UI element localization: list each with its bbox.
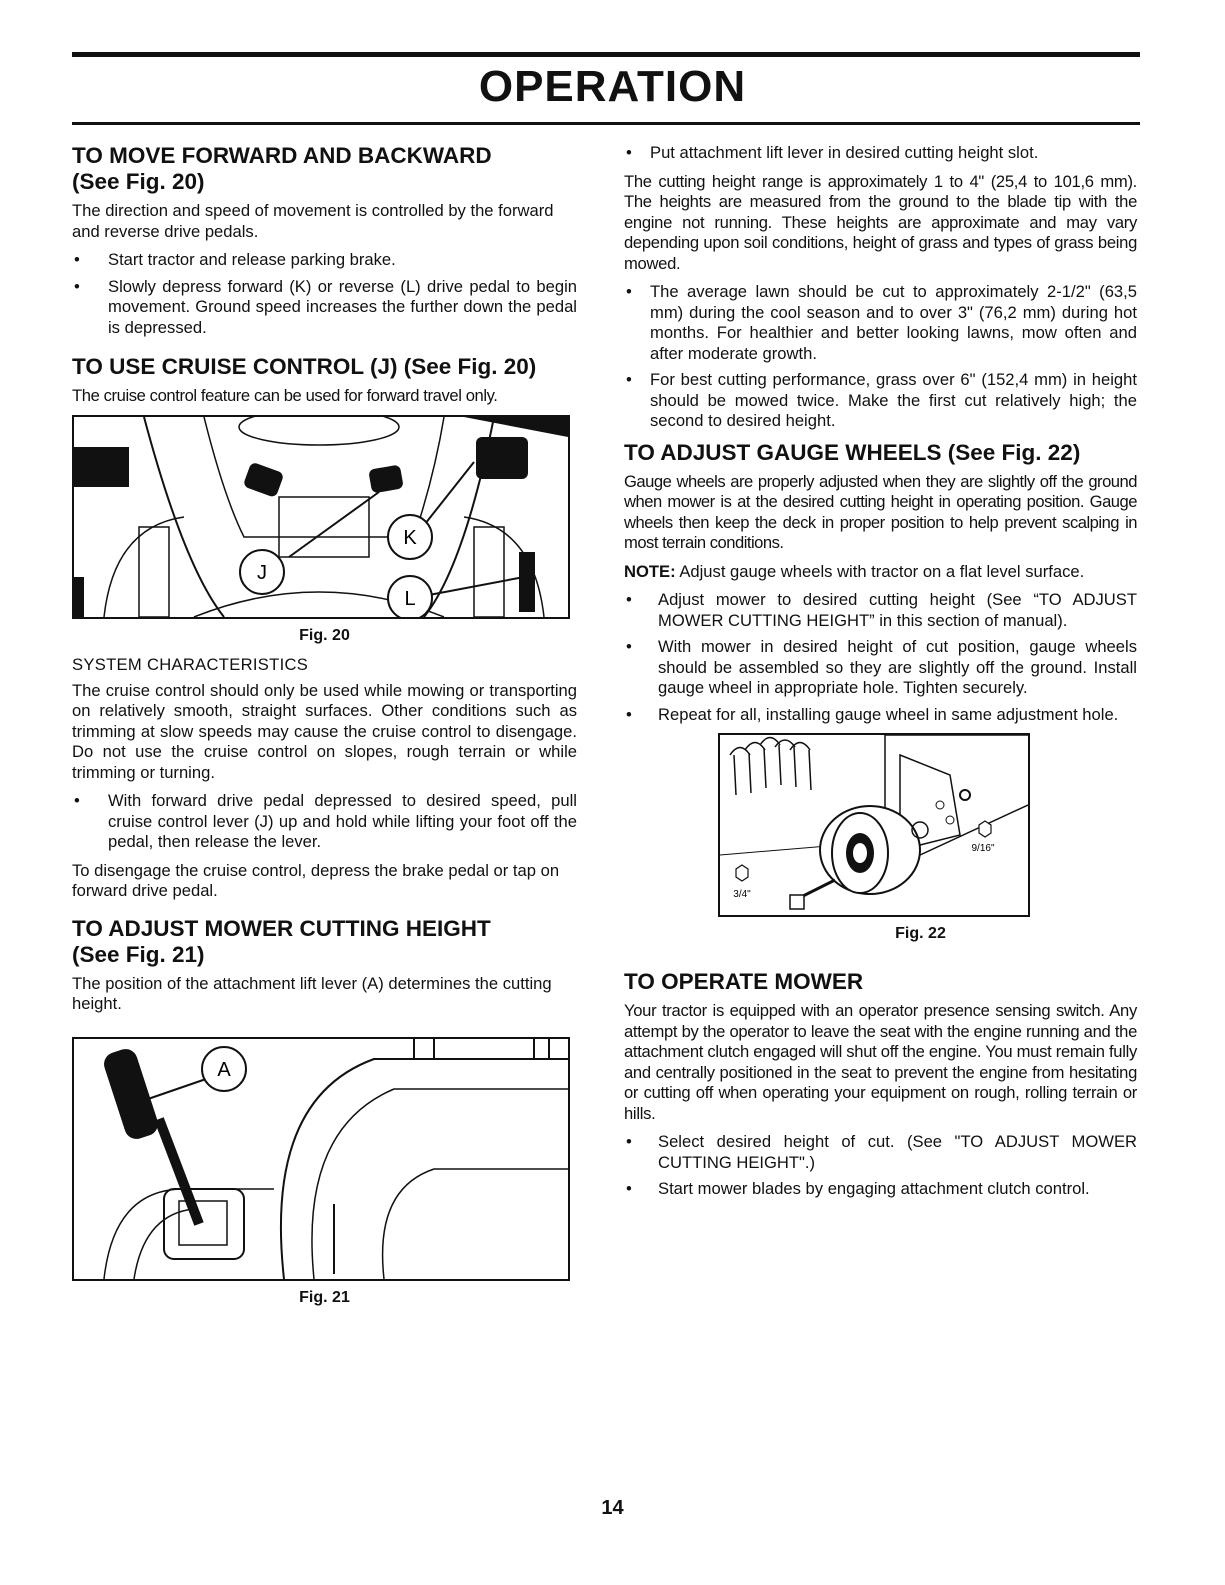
list-item-text: With mower in desired height of cut position, gauge wheels should be assembled so they are slightly off the ground. Install gauge wheel in appropriate hole. Tighten securely. bbox=[658, 637, 1137, 697]
heading-line: (See Fig. 20) bbox=[72, 169, 205, 194]
paragraph: Gauge wheels are properly adjusted when they are slightly off the ground when mower is at the desired cutting height in operating position. Gauge wheels then keep the deck in proper position to help prevent scalping in most terrain conditions. bbox=[624, 471, 1137, 552]
list-item: • Start tractor and release parking brake. bbox=[74, 250, 396, 269]
list-item: • For best cutting performance, grass over 6" (152,4 mm) in height should be mowed twice. Make the first cut relatively high; the second to desired height. bbox=[626, 370, 1137, 430]
paragraph: The position of the attachment lift lever (A) determines the cutting height. bbox=[72, 973, 552, 1013]
heading-line: TO ADJUST MOWER CUTTING HEIGHT bbox=[72, 915, 491, 941]
subheading-system-characteristics: SYSTEM CHARACTERISTICS bbox=[72, 654, 309, 674]
callout-k-label: K bbox=[403, 526, 417, 549]
nut-size-label: 9/16" bbox=[971, 843, 995, 854]
figure-22-caption: Fig. 22 bbox=[895, 925, 946, 942]
list-item-text: Repeat for all, installing gauge wheel in same adjustment hole. bbox=[658, 704, 1119, 724]
page-number: 14 bbox=[601, 1497, 624, 1519]
bullet-list bbox=[624, 282, 1137, 432]
top-rule bbox=[72, 52, 1140, 57]
figure-22 bbox=[718, 733, 1030, 917]
list-item-text: Select desired height of cut. (See "TO ADJUST MOWER CUTTING HEIGHT".) bbox=[658, 1132, 1137, 1172]
paragraph: The cruise control should only be used while mowing or transporting on relatively smooth, straight surfaces. Other conditions such as trimming at slow speeds may cause the cruise control to disengage. Do not use the cruise control on slopes, rough terrain or while trimming or turning. bbox=[72, 680, 577, 782]
list-item: • With forward drive pedal depressed to desired speed, pull cruise control lever (J) up and hold while lifting your foot off the pedal, then release the lever. bbox=[74, 791, 577, 851]
list-item-text: Put attachment lift lever in desired cutting height slot. bbox=[650, 143, 1039, 162]
list-item: • The average lawn should be cut to approximately 2-1/2" (63,5 mm) during the cool season and to over 3" (76,2 mm) during hot months. For healthier and better looking lawns, mow often and after moderate growth. bbox=[626, 282, 1137, 363]
right-column bbox=[624, 143, 1137, 1208]
bullet-list bbox=[624, 143, 1137, 164]
cruise-control-illustration bbox=[74, 417, 568, 617]
list-item-text: Slowly depress forward (K) or reverse (L) drive pedal to begin movement. Ground speed increases the further down the pedal is depressed. bbox=[108, 276, 577, 337]
note-label: NOTE: bbox=[624, 561, 676, 581]
list-item-text: Start tractor and release parking brake. bbox=[108, 250, 396, 269]
title-underline bbox=[72, 122, 1140, 125]
figure-21 bbox=[72, 1037, 570, 1281]
page-title: OPERATION bbox=[478, 62, 747, 111]
bullet-list bbox=[624, 590, 1137, 725]
list-item-text: With forward drive pedal depressed to desired speed, pull cruise control lever (J) up and hold while lifting your foot off the pedal, then release the lever. bbox=[108, 791, 577, 851]
list-item-text: Adjust mower to desired cutting height (See “TO ADJUST MOWER CUTTING HEIGHT” in this section of manual). bbox=[658, 590, 1137, 630]
list-item-text: For best cutting performance, grass over 6" (152,4 mm) in height should be mowed twice. Make the first cut relatively high; the second to desired height. bbox=[650, 370, 1137, 430]
paragraph: The direction and speed of movement is controlled by the forward and reverse drive pedals. bbox=[72, 201, 554, 241]
left-column bbox=[72, 143, 577, 1317]
note-paragraph bbox=[624, 562, 1137, 583]
bolt-size-label: 3/4" bbox=[733, 889, 751, 900]
bullet-list bbox=[72, 250, 577, 338]
heading-cruise-control: TO USE CRUISE CONTROL (J) (See Fig. 20) bbox=[72, 354, 537, 379]
heading-move-forward-backward bbox=[72, 143, 577, 195]
bullet-list bbox=[624, 1132, 1137, 1200]
list-item: • Repeat for all, installing gauge wheel in same adjustment hole. bbox=[626, 704, 1119, 724]
list-item: • Put attachment lift lever in desired cutting height slot. bbox=[626, 143, 1039, 162]
list-item-text: Start mower blades by engaging attachment clutch control. bbox=[658, 1179, 1090, 1198]
bullet-list bbox=[72, 791, 577, 853]
heading-line: (See Fig. 21) bbox=[72, 941, 205, 967]
callout-j-label: J bbox=[257, 561, 267, 584]
list-item: • Adjust mower to desired cutting height (See “TO ADJUST MOWER CUTTING HEIGHT” in this section of manual). bbox=[626, 590, 1137, 630]
paragraph: Your tractor is equipped with an operator presence sensing switch. Any attempt by the operator to leave the seat with the engine running and the attachment clutch engaged will shut off the engine. You must remain fully and centrally positioned in the seat to prevent the engine from hesitating or cutting off when operating your equipment on rough, rolling terrain or hills. bbox=[624, 1001, 1137, 1123]
heading-adjust-gauge-wheels: TO ADJUST GAUGE WHEELS (See Fig. 22) bbox=[624, 439, 1081, 465]
lift-lever-illustration bbox=[74, 1039, 568, 1279]
list-item: • Start mower blades by engaging attachment clutch control. bbox=[626, 1179, 1090, 1198]
callout-l-label: L bbox=[404, 587, 416, 610]
figure-20 bbox=[72, 415, 570, 619]
list-item: • Select desired height of cut. (See "TO ADJUST MOWER CUTTING HEIGHT".) bbox=[626, 1132, 1137, 1172]
callout-a-label: A bbox=[217, 1058, 231, 1081]
gauge-wheel-illustration bbox=[720, 735, 1028, 915]
list-item: • Slowly depress forward (K) or reverse (L) drive pedal to begin movement. Ground speed increases the further down the pedal is depressed. bbox=[74, 276, 577, 337]
heading-operate-mower: TO OPERATE MOWER bbox=[624, 969, 864, 994]
figure-21-caption: Fig. 21 bbox=[299, 1288, 350, 1306]
list-item: • With mower in desired height of cut position, gauge wheels should be assembled so they are slightly off the ground. Install gauge wheel in appropriate hole. Tighten securely. bbox=[626, 637, 1137, 697]
figure-20-caption: Fig. 20 bbox=[299, 626, 350, 644]
paragraph: To disengage the cruise control, depress the brake pedal or tap on forward drive pedal. bbox=[72, 860, 560, 900]
paragraph: The cruise control feature can be used for forward travel only. bbox=[72, 386, 498, 405]
paragraph: The cutting height range is approximately 1 to 4" (25,4 to 101,6 mm). The heights are measured from the ground to the blade tip with the engine not running. These heights are approximate and may vary depending upon soil conditions, height of grass and types of grass being mowed. bbox=[624, 171, 1137, 273]
list-item-text: The average lawn should be cut to approximately 2-1/2" (63,5 mm) during the cool season and to over 3" (76,2 mm) during hot months. For healthier and better looking lawns, mow often and after moderate growth. bbox=[650, 282, 1137, 363]
heading-line: TO MOVE FORWARD AND BACKWARD bbox=[72, 143, 492, 168]
heading-adjust-cutting-height bbox=[72, 916, 577, 968]
note-text: Adjust gauge wheels with tractor on a flat level surface. bbox=[675, 561, 1085, 581]
